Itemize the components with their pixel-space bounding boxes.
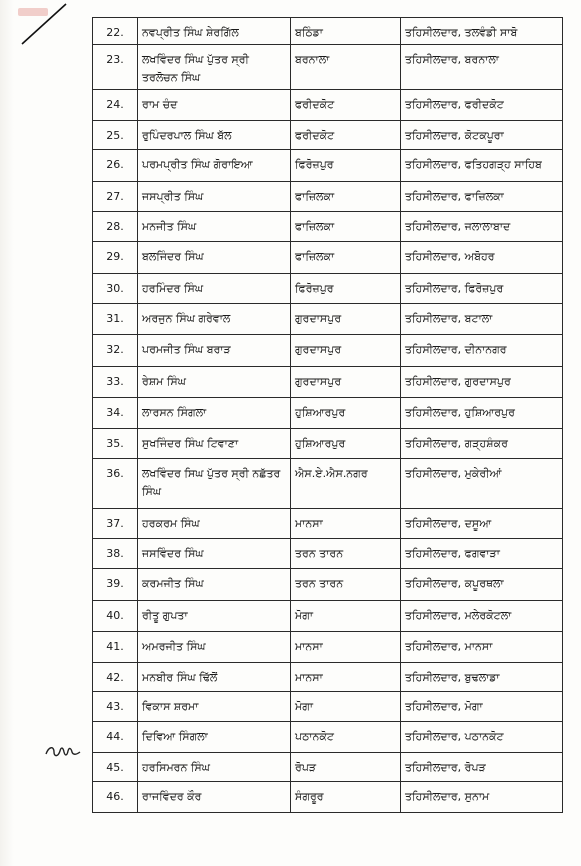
officer-name-cell: ਹਰਮਿੰਦਰ ਸਿੰਘ — [138, 274, 291, 304]
table-row — [93, 459, 563, 509]
table-row — [93, 304, 563, 335]
table-row — [93, 569, 563, 601]
posting-cell: ਤਹਿਸੀਲਦਾਰ, ਦੀਨਾਨਗਰ — [401, 335, 563, 367]
table-row — [93, 182, 563, 212]
table-row — [93, 121, 563, 150]
serial-number-cell: 38. — [93, 539, 138, 569]
table-row — [93, 692, 563, 722]
posting-cell: ਤਹਿਸੀਲਦਾਰ, ਮਾਨਸਾ — [401, 632, 563, 663]
officer-name-cell: ਮਨਬੀਰ ਸਿੰਘ ਢਿੱਲੋਂ — [138, 663, 291, 692]
table-row — [93, 45, 563, 90]
district-cell: ਮਾਨਸਾ — [291, 509, 401, 539]
officer-name-cell: ਪਰਮਜੀਤ ਸਿੰਘ ਬਰਾੜ — [138, 335, 291, 367]
district-cell: ਪਠਾਨਕੋਟ — [291, 722, 401, 753]
officer-name-cell: ਲਾਰਸਨ ਸਿੰਗਲਾ — [138, 398, 291, 429]
posting-cell: ਤਹਿਸੀਲਦਾਰ, ਫਰੀਦਕੋਟ — [401, 90, 563, 121]
district-cell: ਗੁਰਦਾਸਪੁਰ — [291, 304, 401, 335]
posting-cell: ਤਹਿਸੀਲਦਾਰ, ਦਸੂਆ — [401, 509, 563, 539]
district-cell: ਫਿਰੋਜ਼ਪੁਰ — [291, 150, 401, 182]
posting-cell: ਤਹਿਸੀਲਦਾਰ, ਕੋਟਕਪੂਰਾ — [401, 121, 563, 150]
table-row — [93, 722, 563, 753]
posting-cell: ਤਹਿਸੀਲਦਾਰ, ਤਲਵੰਡੀ ਸਾਬੋ — [401, 18, 563, 45]
table-row — [93, 429, 563, 459]
posting-cell: ਤਹਿਸੀਲਦਾਰ, ਮੁਕੇਰੀਆਂ — [401, 459, 563, 509]
district-cell: ਫਾਜ਼ਿਲਕਾ — [291, 212, 401, 242]
officer-name-cell: ਲਖਵਿੰਦਰ ਸਿਘ ਪੁੱਤਰ ਸ੍ਰੀ ਨਛੱਤਰ ਸਿੰਘ — [138, 459, 291, 509]
table-row — [93, 90, 563, 121]
district-cell: ਬਰਨਾਲਾ — [291, 45, 401, 90]
district-cell: ਸੰਗਰੂਰ — [291, 782, 401, 813]
officer-name-cell: ਲਖਵਿੰਦਰ ਸਿੰਘ ਪੁੱਤਰ ਸ੍ਰੀ ਤਰਲੋਚਨ ਸਿੰਘ — [138, 45, 291, 90]
district-cell: ਮੋਗਾ — [291, 601, 401, 632]
district-cell: ਫਰੀਦਕੋਟ — [291, 121, 401, 150]
officer-name-cell: ਰੀਤੂ ਗੁਪਤਾ — [138, 601, 291, 632]
table-row — [93, 367, 563, 398]
officer-name-cell: ਜਸਵਿੰਦਰ ਸਿੰਘ — [138, 539, 291, 569]
officer-name-cell: ਬਲਜਿੰਦਰ ਸਿੰਘ — [138, 242, 291, 274]
officer-name-cell: ਹਰਸਿਮਰਨ ਸਿੰਘ — [138, 753, 291, 782]
district-cell: ਤਰਨ ਤਾਰਨ — [291, 569, 401, 601]
officer-name-cell: ਮਨਜੀਤ ਸਿੰਘ — [138, 212, 291, 242]
serial-number-cell: 43. — [93, 692, 138, 722]
posting-cell: ਤਹਿਸੀਲਦਾਰ, ਪਠਾਨਕੋਟ — [401, 722, 563, 753]
district-cell: ਫਰੀਦਕੋਟ — [291, 90, 401, 121]
serial-number-cell: 26. — [93, 150, 138, 182]
table-row — [93, 274, 563, 304]
serial-number-cell: 28. — [93, 212, 138, 242]
posting-cell: ਤਹਿਸੀਲਦਾਰ, ਹੁਸ਼ਿਆਰਪੁਰ — [401, 398, 563, 429]
officer-name-cell: ਅਰਜੁਨ ਸਿੰਘ ਗਰੇਵਾਲ — [138, 304, 291, 335]
officer-name-cell: ਅਮਰਜੀਤ ਸਿੰਘ — [138, 632, 291, 663]
district-cell: ਐਸ.ਏ.ਐਸ.ਨਗਰ — [291, 459, 401, 509]
officer-name-cell: ਪਰਮਪ੍ਰੀਤ ਸਿੰਘ ਗੋਰਾਇਆ — [138, 150, 291, 182]
district-cell: ਫਿਰੋਜ਼ਪੁਰ — [291, 274, 401, 304]
table-row — [93, 150, 563, 182]
table-row — [93, 753, 563, 782]
serial-number-cell: 33. — [93, 367, 138, 398]
serial-number-cell: 25. — [93, 121, 138, 150]
serial-number-cell: 29. — [93, 242, 138, 274]
officer-name-cell: ਰੇਸ਼ਮ ਸਿੰਘ — [138, 367, 291, 398]
table-row — [93, 335, 563, 367]
officer-name-cell: ਸੁਖਜਿੰਦਰ ਸਿੰਘ ਟਿਵਾਣਾ — [138, 429, 291, 459]
serial-number-cell: 44. — [93, 722, 138, 753]
table-body — [93, 18, 563, 813]
serial-number-cell: 39. — [93, 569, 138, 601]
posting-cell: ਤਹਿਸੀਲਦਾਰ, ਬਟਾਲਾ — [401, 304, 563, 335]
officer-name-cell: ਹਰਕਰਮ ਸਿੰਘ — [138, 509, 291, 539]
table-row — [93, 242, 563, 274]
officer-name-cell: ਰਾਜਵਿੰਦਰ ਕੌਰ — [138, 782, 291, 813]
serial-number-cell: 34. — [93, 398, 138, 429]
table-row — [93, 212, 563, 242]
posting-cell: ਤਹਿਸੀਲਦਾਰ, ਬੁਢਲਾਡਾ — [401, 663, 563, 692]
posting-cell: ਤਹਿਸੀਲਦਾਰ, ਰੋਪੜ — [401, 753, 563, 782]
transfer-list-table — [92, 17, 563, 813]
district-cell: ਗੁਰਦਾਸਪੁਰ — [291, 335, 401, 367]
district-cell: ਬਠਿੰਡਾ — [291, 18, 401, 45]
serial-number-cell: 40. — [93, 601, 138, 632]
posting-cell: ਤਹਿਸੀਲਦਾਰ, ਫਤਿਹਗੜ੍ਹ ਸਾਹਿਬ — [401, 150, 563, 182]
officer-name-cell: ਰੁਪਿੰਦਰਪਾਲ ਸਿੰਘ ਬੱਲ — [138, 121, 291, 150]
officer-name-cell: ਕਰਮਜੀਤ ਸਿੰਘ — [138, 569, 291, 601]
posting-cell: ਤਹਿਸੀਲਦਾਰ, ਅਬੋਹਰ — [401, 242, 563, 274]
district-cell: ਤਰਨ ਤਾਰਨ — [291, 539, 401, 569]
posting-cell: ਤਹਿਸੀਲਦਾਰ, ਮਲੇਰਕੋਟਲਾ — [401, 601, 563, 632]
district-cell: ਫਾਜ਼ਿਲਕਾ — [291, 182, 401, 212]
district-cell: ਰੋਪੜ — [291, 753, 401, 782]
serial-number-cell: 23. — [93, 45, 138, 90]
table-row — [93, 509, 563, 539]
handwritten-initials — [44, 740, 84, 762]
serial-number-cell: 27. — [93, 182, 138, 212]
officer-name-cell: ਦਿਵਿਆ ਸਿੰਗਲਾ — [138, 722, 291, 753]
serial-number-cell: 35. — [93, 429, 138, 459]
district-cell: ਹੁਸ਼ਿਆਰਪੁਰ — [291, 398, 401, 429]
posting-cell: ਤਹਿਸੀਲਦਾਰ, ਗੜ੍ਹਸ਼ੰਕਰ — [401, 429, 563, 459]
district-cell: ਮੋਗਾ — [291, 692, 401, 722]
serial-number-cell: 37. — [93, 509, 138, 539]
table-row — [93, 18, 563, 45]
serial-number-cell: 45. — [93, 753, 138, 782]
posting-cell: ਤਹਿਸੀਲਦਾਰ, ਗੁਰਦਾਸਪੁਰ — [401, 367, 563, 398]
posting-cell: ਤਹਿਸੀਲਦਾਰ, ਕਪੂਰਥਲਾ — [401, 569, 563, 601]
posting-cell: ਤਹਿਸੀਲਦਾਰ, ਮੋਗਾ — [401, 692, 563, 722]
serial-number-cell: 42. — [93, 663, 138, 692]
officer-name-cell: ਰਾਮ ਚੰਦ — [138, 90, 291, 121]
district-cell: ਫਾਜ਼ਿਲਕਾ — [291, 242, 401, 274]
table-row — [93, 663, 563, 692]
posting-cell: ਤਹਿਸੀਲਦਾਰ, ਸੁਨਾਮ — [401, 782, 563, 813]
district-cell: ਮਾਨਸਾ — [291, 632, 401, 663]
district-cell: ਹੁਸ਼ਿਆਰਪੁਰ — [291, 429, 401, 459]
posting-cell: ਤਹਿਸੀਲਦਾਰ, ਬਰਨਾਲਾ — [401, 45, 563, 90]
officer-name-cell: ਨਵਪ੍ਰੀਤ ਸਿੰਘ ਸ਼ੇਰਗਿੱਲ — [138, 18, 291, 45]
table-row — [93, 601, 563, 632]
posting-cell: ਤਹਿਸੀਲਦਾਰ, ਫਾਜ਼ਿਲਕਾ — [401, 182, 563, 212]
serial-number-cell: 31. — [93, 304, 138, 335]
officer-name-cell: ਵਿਕਾਸ ਸ਼ਰਮਾ — [138, 692, 291, 722]
officer-name-cell: ਜਸਪ੍ਰੀਤ ਸਿੰਘ — [138, 182, 291, 212]
serial-number-cell: 41. — [93, 632, 138, 663]
pen-stroke-mark — [14, 0, 74, 50]
table-row — [93, 398, 563, 429]
posting-cell: ਤਹਿਸੀਲਦਾਰ, ਜਲਾਲਾਬਾਦ — [401, 212, 563, 242]
district-cell: ਮਾਨਸਾ — [291, 663, 401, 692]
serial-number-cell: 46. — [93, 782, 138, 813]
serial-number-cell: 24. — [93, 90, 138, 121]
table-row — [93, 632, 563, 663]
posting-cell: ਤਹਿਸੀਲਦਾਰ, ਫਿਰੋਜ਼ਪੁਰ — [401, 274, 563, 304]
table-row — [93, 539, 563, 569]
table-row — [93, 782, 563, 813]
serial-number-cell: 30. — [93, 274, 138, 304]
posting-cell: ਤਹਿਸੀਲਦਾਰ, ਫਗਵਾੜਾ — [401, 539, 563, 569]
district-cell: ਗੁਰਦਾਸਪੁਰ — [291, 367, 401, 398]
serial-number-cell: 32. — [93, 335, 138, 367]
serial-number-cell: 22. — [93, 18, 138, 45]
serial-number-cell: 36. — [93, 459, 138, 509]
